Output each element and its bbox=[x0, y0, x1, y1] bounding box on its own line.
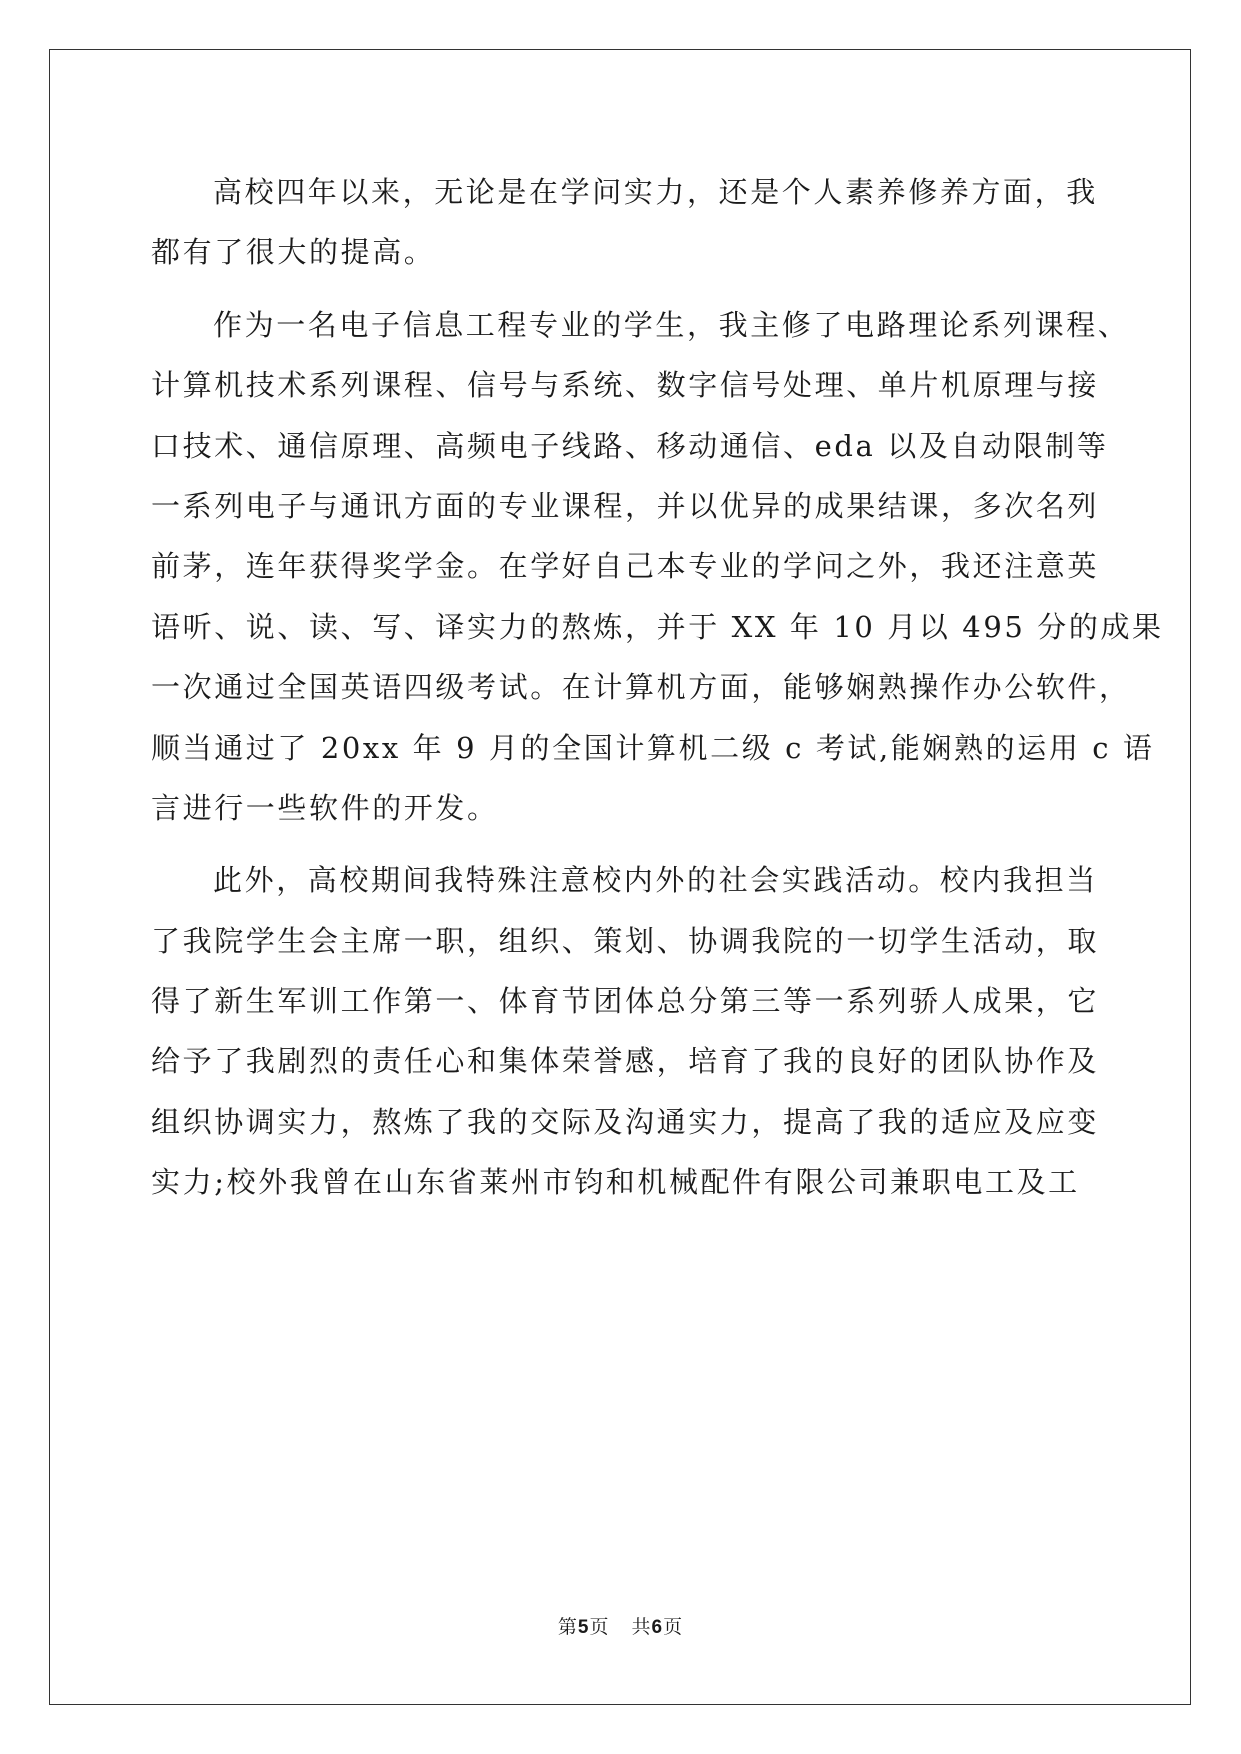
text-line: 得了新生军训工作第一、体育节团体总分第三等一系列骄人成果，它 bbox=[151, 984, 1100, 1019]
text-line: 作为一名电子信息工程专业的学生，我主修了电路理论系列课程、 bbox=[213, 307, 1130, 342]
text-line: 言进行一些软件的开发。 bbox=[151, 790, 499, 825]
text-line: 给予了我剧烈的责任心和集体荣誉感，培育了我的良好的团队协作及 bbox=[151, 1044, 1100, 1079]
text-line: 此外，高校期间我特殊注意校内外的社会实践活动。校内我担当 bbox=[213, 863, 1098, 898]
paragraph bbox=[151, 295, 1164, 839]
text-line: 都有了很大的提高。 bbox=[151, 235, 436, 270]
paragraph bbox=[151, 162, 1098, 283]
text-line: 高校四年以来，无论是在学问实力，还是个人素养修养方面，我 bbox=[213, 175, 1098, 209]
text-line: 实力;校外我曾在山东省莱州市钧和机械配件有限公司兼职电工及工 bbox=[151, 1165, 1080, 1200]
page-footer bbox=[0, 1612, 1241, 1639]
paragraph bbox=[151, 850, 1100, 1212]
page-suffix: 页 bbox=[589, 1616, 610, 1638]
text-line: 一次通过全国英语四级考试。在计算机方面，能够娴熟操作办公软件， bbox=[151, 670, 1131, 705]
page-number: 5 bbox=[577, 1617, 590, 1638]
document-body bbox=[151, 162, 1164, 1213]
total-prefix: 共 bbox=[631, 1616, 652, 1638]
page-prefix: 第 bbox=[557, 1616, 578, 1638]
text-line: 组织协调实力，熬炼了我的交际及沟通实力，提高了我的适应及应变 bbox=[151, 1104, 1100, 1139]
text-line: 语听、说、读、写、译实力的熬炼，并于 XX 年 10 月以 495 分的成果 bbox=[151, 609, 1164, 644]
total-pages: 6 bbox=[651, 1617, 664, 1638]
text-line: 顺当通过了 20xx 年 9 月的全国计算机二级 c 考试,能娴熟的运用 c 语 bbox=[151, 730, 1155, 765]
total-suffix: 页 bbox=[663, 1616, 684, 1638]
text-line: 了我院学生会主席一职，组织、策划、协调我院的一切学生活动，取 bbox=[151, 923, 1100, 958]
text-line: 口技术、通信原理、高频电子线路、移动通信、eda 以及自动限制等 bbox=[151, 428, 1109, 463]
text-line: 一系列电子与通讯方面的专业课程，并以优异的成果结课，多次名列 bbox=[151, 488, 1100, 523]
text-line: 计算机技术系列课程、信号与系统、数字信号处理、单片机原理与接 bbox=[151, 368, 1100, 403]
text-line: 前茅，连年获得奖学金。在学好自己本专业的学问之外，我还注意英 bbox=[151, 549, 1100, 584]
